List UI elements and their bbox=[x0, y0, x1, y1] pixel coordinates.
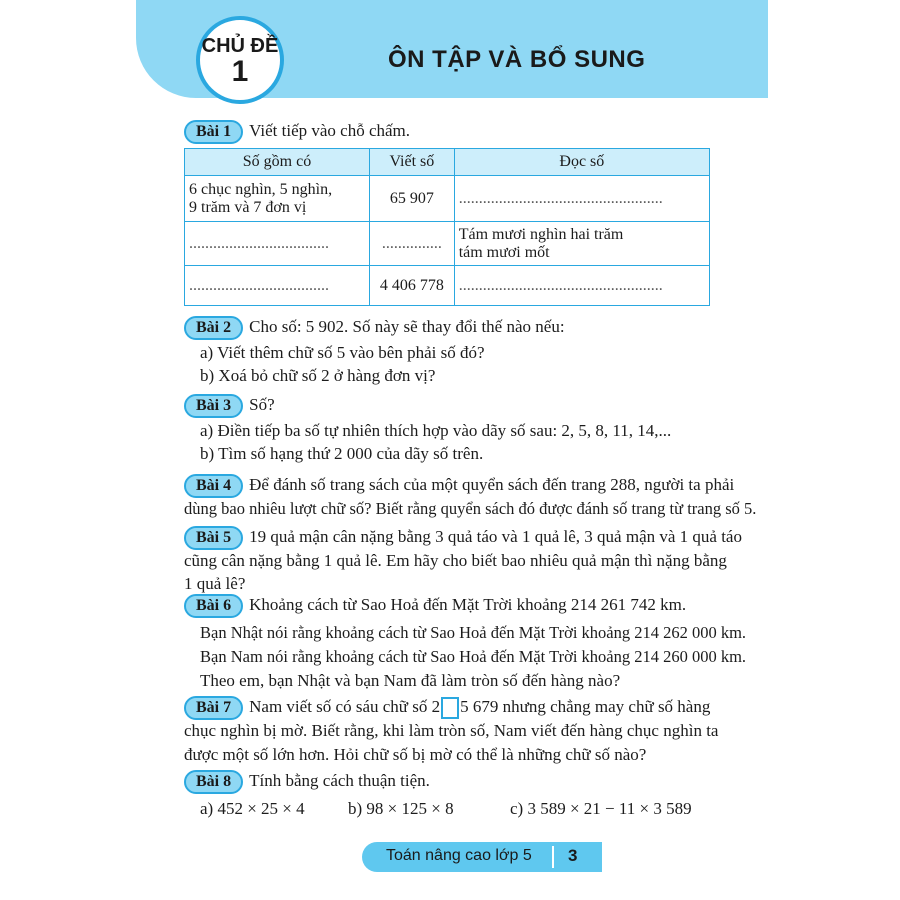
number-table bbox=[184, 148, 710, 306]
exercise-2-text: Cho số: 5 902. Số này sẽ thay đổi thế nào nếu: bbox=[249, 317, 565, 336]
table-cell: 4 406 778 bbox=[370, 266, 455, 306]
exercise-2-badge: Bài 2 bbox=[184, 316, 243, 340]
exercise-8c: c) 3 589 × 21 − 11 × 3 589 bbox=[510, 799, 692, 818]
exercise-6 bbox=[184, 594, 686, 618]
footer-divider bbox=[552, 846, 554, 868]
exercise-5 bbox=[184, 526, 742, 550]
exercise-5-line-2: cũng cân nặng bằng 1 quả lê. Em hãy cho biết bao nhiêu quả mận thì nặng bằng bbox=[184, 551, 727, 570]
exercise-5-line-1: 19 quả mận cân nặng bằng 3 quả táo và 1 quả lê, 3 quả mận và 1 quả táo bbox=[249, 527, 742, 546]
answer-blank[interactable]: ............... bbox=[370, 222, 455, 266]
exercise-3-badge: Bài 3 bbox=[184, 394, 243, 418]
exercise-6-line-4: Theo em, bạn Nhật và bạn Nam đã làm tròn số đến hàng nào? bbox=[200, 671, 621, 690]
book-title: Toán nâng cao lớp 5 bbox=[386, 847, 532, 864]
table-header-cell: Viết số bbox=[370, 149, 455, 176]
table-cell bbox=[454, 222, 709, 266]
exercise-7-line-2: chục nghìn bị mờ. Biết rằng, khi làm tròn số, Nam viết đến hàng chục nghìn ta bbox=[184, 721, 719, 740]
exercise-3a: a) Điền tiếp ba số tự nhiên thích hợp vào dãy số sau: 2, 5, 8, 11, 14,... bbox=[200, 421, 672, 440]
blurred-digit-box bbox=[441, 697, 459, 719]
cell-line: tám mươi mốt bbox=[458, 243, 550, 261]
exercise-3-text: Số? bbox=[249, 395, 275, 414]
exercise-6-line-1: Khoảng cách từ Sao Hoả đến Mặt Trời khoảng 214 261 742 km. bbox=[249, 595, 687, 614]
table-header-cell: Số gồm có bbox=[185, 149, 370, 176]
exercise-8-text: Tính bằng cách thuận tiện. bbox=[249, 771, 430, 790]
exercise-7-badge: Bài 7 bbox=[184, 696, 243, 720]
topic-badge bbox=[196, 16, 284, 104]
exercise-7 bbox=[184, 696, 710, 720]
table-row bbox=[185, 176, 710, 222]
exercise-1 bbox=[184, 120, 410, 144]
exercise-4-badge: Bài 4 bbox=[184, 474, 243, 498]
exercise-8-badge: Bài 8 bbox=[184, 770, 243, 794]
table-row bbox=[185, 266, 710, 306]
page-title: ÔN TẬP VÀ BỔ SUNG bbox=[388, 46, 646, 73]
exercise-5-line-3: 1 quả lê? bbox=[184, 574, 246, 593]
answer-blank[interactable]: ................................... bbox=[185, 222, 370, 266]
cell-line: Tám mươi nghìn hai trăm bbox=[458, 225, 624, 243]
textbook-page bbox=[136, 0, 768, 900]
exercise-5-badge: Bài 5 bbox=[184, 526, 243, 550]
exercise-4-line-2: dùng bao nhiêu lượt chữ số? Biết rằng quyển sách đó được đánh số trang từ trang số 5. bbox=[184, 499, 757, 518]
table-row bbox=[185, 222, 710, 266]
exercise-4 bbox=[184, 474, 734, 498]
answer-blank[interactable]: ................................................... bbox=[454, 176, 709, 222]
topic-number: 1 bbox=[231, 55, 249, 88]
exercise-2a: a) Viết thêm chữ số 5 vào bên phải số đó? bbox=[200, 343, 485, 362]
footer-bar bbox=[362, 842, 602, 872]
exercise-7-line-1-end: 5 679 nhưng chẳng may chữ số hàng bbox=[460, 697, 711, 716]
exercise-4-line-1: Để đánh số trang sách của một quyển sách đến trang 288, người ta phải bbox=[249, 475, 735, 494]
exercise-8a: a) 452 × 25 × 4 bbox=[200, 799, 305, 818]
table-header-cell: Đọc số bbox=[454, 149, 709, 176]
exercise-2 bbox=[184, 316, 565, 340]
exercise-3 bbox=[184, 394, 275, 418]
topic-label: CHỦ ĐỀ bbox=[201, 35, 279, 57]
table-cell bbox=[185, 176, 370, 222]
exercise-1-badge: Bài 1 bbox=[184, 120, 243, 144]
table-header-row bbox=[185, 149, 710, 176]
exercise-2b: b) Xoá bỏ chữ số 2 ở hàng đơn vị? bbox=[200, 366, 436, 385]
exercise-8 bbox=[184, 770, 430, 794]
exercise-7-line-1-start: Nam viết số có sáu chữ số 2 bbox=[249, 697, 441, 716]
exercise-6-badge: Bài 6 bbox=[184, 594, 243, 618]
page-number: 3 bbox=[568, 846, 578, 865]
exercise-8b: b) 98 × 125 × 8 bbox=[348, 799, 454, 818]
exercise-6-line-3: Bạn Nam nói rằng khoảng cách từ Sao Hoả đến Mặt Trời khoảng 214 260 000 km. bbox=[200, 647, 747, 666]
cell-line: 9 trăm và 7 đơn vị bbox=[189, 198, 307, 216]
exercise-6-line-2: Bạn Nhật nói rằng khoảng cách từ Sao Hoả đến Mặt Trời khoảng 214 262 000 km. bbox=[200, 623, 747, 642]
table-cell: 65 907 bbox=[370, 176, 455, 222]
exercise-1-text: Viết tiếp vào chỗ chấm. bbox=[249, 121, 411, 140]
exercise-7-line-3: được một số lớn hơn. Hỏi chữ số bị mờ có thể là những chữ số nào? bbox=[184, 745, 647, 764]
answer-blank[interactable]: ................................................... bbox=[454, 266, 709, 306]
answer-blank[interactable]: ................................... bbox=[185, 266, 370, 306]
exercise-3b: b) Tìm số hạng thứ 2 000 của dãy số trên. bbox=[200, 444, 484, 463]
cell-line: 6 chục nghìn, 5 nghìn, bbox=[189, 180, 333, 198]
